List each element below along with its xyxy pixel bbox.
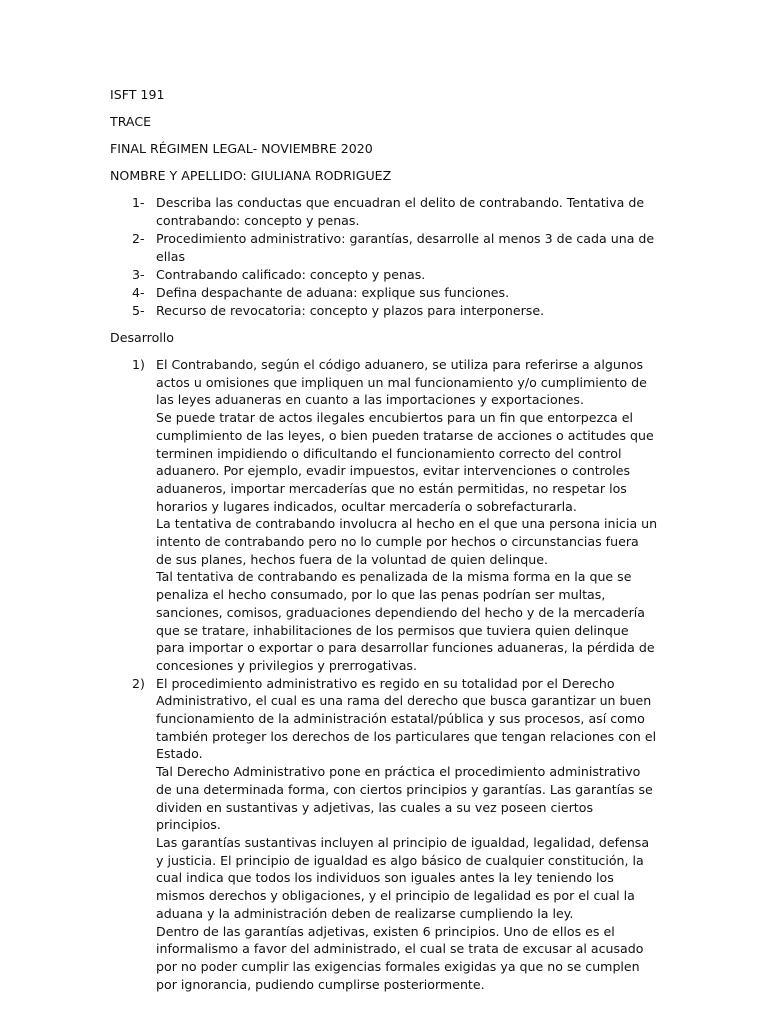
answer-paragraph: El Contrabando, según el código aduanero, se utiliza para referirse a algunos actos u omisiones que impliquen un mal funcionamiento y/o cumplimiento de las leyes aduaneras en cuanto a las importaciones y exportaciones. (156, 357, 647, 408)
answer-paragraph: Se puede tratar de actos ilegales encubiertos para un fin que entorpezca el cumplimiento de las leyes, o bien pueden tratarse de acciones o actitudes que terminen impidiendo o dificultando el funcionamiento correcto del control aduanero. Por ejemplo, evadir impuestos, evitar intervenciones o controles aduaneros, importar mercaderías que no están permitidas, no respetar los horarios y lugares indicados, ocultar mercadería o sobrefacturarla. (156, 410, 654, 514)
question-item (110, 302, 658, 320)
exam-title: FINAL RÉGIMEN LEGAL- NOVIEMBRE 2020 (110, 141, 373, 156)
answer-paragraph: La tentativa de contrabando involucra al hecho en el que una persona inicia un intento de contrabando pero no lo cumple por hechos o circunstancias fuera de sus planes, hechos fuera de la voluntad de quien delinque. (156, 516, 658, 567)
question-item (110, 284, 658, 302)
question-text: Defina despachante de aduana: explique sus funciones. (156, 285, 510, 300)
questions-list (110, 194, 658, 320)
answer-paragraph: El procedimiento administrativo es regido en su totalidad por el Derecho Administrativo, el cual es una rama del derecho que busca garantizar un buen funcionamiento de la administración estatal/pública y sus procesos, así como también proteger los derechos de los particulares que tengan relaciones con el Estado. (156, 675, 657, 762)
question-text: Procedimiento administrativo: garantías, desarrolle al menos 3 de cada una de ellas (156, 231, 655, 264)
answer-paragraph: Dentro de las garantías adjetivas, existen 6 principios. Uno de ellos es el informalismo a favor del administrado, el cual se trata de excusar al acusado por no poder cumplir las exigencias formales exigidas ya que no se cumplen por ignorancia, pudiendo cumplirse posteriormente. (156, 923, 644, 992)
question-text: Contrabando calificado: concepto y penas. (156, 267, 426, 282)
answer-item (110, 675, 658, 994)
answer-number: 2) (132, 675, 145, 691)
question-text: Recurso de revocatoria: concepto y plazos para interponerse. (156, 303, 545, 318)
answer-number: 1) (132, 357, 145, 372)
question-number: 5- (132, 303, 145, 318)
question-item (110, 230, 658, 266)
institute-label: ISFT 191 (110, 87, 165, 102)
answer-paragraph: Las garantías sustantivas incluyen al principio de igualdad, legalidad, defensa y justicia. El principio de igualdad es algo básico de cualquier constitución, la cual indica que todos los individuos son iguales antes la ley teniendo los mismos derechos y obligaciones, y el principio de legalidad es por el cual la aduana y la administración deben de realizarse cumpliendo la ley. (156, 834, 650, 921)
student-name: NOMBRE Y APELLIDO: GIULIANA RODRIGUEZ (110, 168, 392, 183)
answer-paragraph: Tal Derecho Administrativo pone en práctica el procedimiento administrativo de una determinada forma, con ciertos principios y garantías. Las garantías se dividen en sustantivas y adjetivas, las cuales a su vez poseen ciertos principios. (156, 764, 653, 833)
question-item (110, 266, 658, 284)
question-number: 2- (132, 231, 145, 246)
question-number: 1- (132, 195, 145, 210)
answer-item (110, 356, 658, 675)
section-title: Desarrollo (110, 330, 174, 345)
answer-paragraph: Tal tentativa de contrabando es penalizada de la misma forma en la que se penaliza el hecho consumado, por lo que las penas podrían ser multas, sanciones, comisos, graduaciones dependiendo del hecho y de la mercadería que se tratare, inhabilitaciones de los permisos que tuviera quien delinque para importar o exportar o para desarrollar funciones aduaneras, la pérdida de concesiones y privilegios y prerrogativas. (156, 569, 655, 673)
answers-list (110, 356, 658, 993)
question-number: 4- (132, 285, 145, 300)
question-number: 3- (132, 267, 145, 282)
question-text: Describa las conductas que encuadran el delito de contrabando. Tentativa de contrabando: concepto y penas. (156, 195, 645, 228)
document-body (110, 86, 658, 993)
program-label: TRACE (110, 114, 152, 129)
question-item (110, 194, 658, 230)
